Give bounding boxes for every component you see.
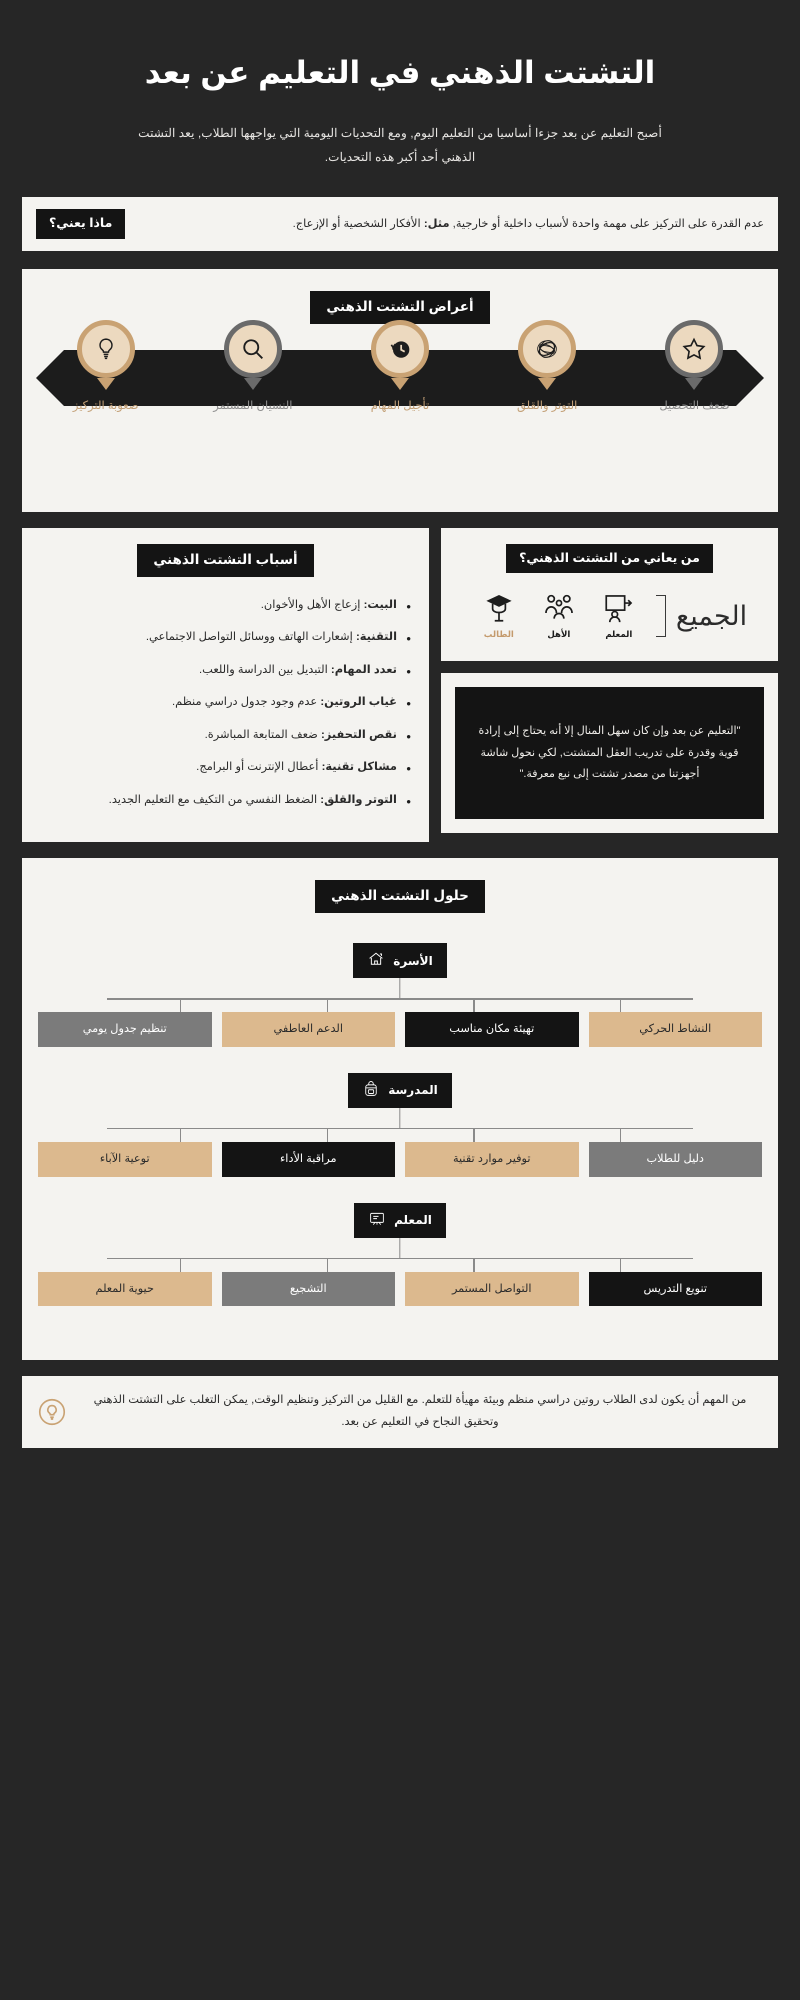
tree-drop <box>620 1128 621 1142</box>
cause-detail: التبديل بين الدراسة واللعب. <box>199 663 331 676</box>
scribble-icon <box>518 320 576 378</box>
solution-leaf[interactable]: دليل للطلاب <box>589 1142 763 1177</box>
who-title-wrap <box>455 544 764 574</box>
cause-item <box>38 660 413 693</box>
search-icon <box>224 320 282 378</box>
tree-hbar <box>107 1128 693 1129</box>
tree-drop <box>180 998 181 1012</box>
cause-item <box>38 692 413 725</box>
mid-right-column <box>441 528 778 843</box>
meaning-strip <box>22 197 778 251</box>
solution-leaf[interactable]: التواصل المستمر <box>405 1272 579 1307</box>
tree-drop <box>327 1128 328 1142</box>
mid-section <box>22 528 778 843</box>
solution-leaf[interactable]: النشاط الحركي <box>589 1012 763 1047</box>
chalkboard-icon <box>368 1210 386 1231</box>
solution-leaf[interactable]: توعية الآباء <box>38 1142 212 1177</box>
solution-node-label: المعلم <box>394 1213 432 1228</box>
tree-hbar <box>107 998 693 999</box>
tree-drop <box>327 1258 328 1272</box>
symptom-pointer <box>244 378 262 390</box>
symptoms-list <box>32 320 768 415</box>
solution-leaf[interactable]: مراقبة الأداء <box>222 1142 396 1177</box>
tree-hbar <box>107 1258 693 1259</box>
causes-title-wrap <box>38 544 413 577</box>
solution-leaf[interactable]: الدعم العاطفي <box>222 1012 396 1047</box>
tree-drop <box>473 998 474 1012</box>
solution-leaf[interactable]: توفير موارد تقنية <box>405 1142 579 1177</box>
tree-drop <box>620 1258 621 1272</box>
solution-node-row <box>38 943 762 978</box>
who-person <box>532 591 586 641</box>
cause-detail: أعطال الإنترنت أو البرامج. <box>196 761 322 774</box>
symptoms-title: أعراض التشتت الذهني <box>310 291 489 324</box>
who-people-group <box>472 591 646 641</box>
cause-label: مشاكل تقنية: <box>321 761 397 774</box>
cause-item <box>38 790 413 823</box>
backpack-icon <box>362 1080 380 1101</box>
meaning-text-2: الأفكار الشخصية أو الإزعاج. <box>292 217 424 230</box>
tree-drop <box>473 1128 474 1142</box>
solution-node-label: الأسرة <box>393 953 433 968</box>
solutions-title: حلول التشتت الذهني <box>315 880 485 913</box>
symptom-item <box>207 320 299 415</box>
symptom-pointer <box>538 378 556 390</box>
solution-leaf[interactable]: التشجيع <box>222 1272 396 1307</box>
solution-node[interactable] <box>348 1073 452 1108</box>
cause-label: نقص التحفيز: <box>321 728 397 741</box>
quote-text: "التعليم عن بعد وإن كان سهل المنال إلا أنه يحتاج إلى إرادة قوية وقدرة على تدريب العقل المتشتت, لكي نحول شاشة أجهزتنا من مصدر تشتت إلى نبع معرفة." <box>455 687 764 819</box>
tree-connector <box>38 1238 762 1272</box>
solution-leaf[interactable]: حيوية المعلم <box>38 1272 212 1307</box>
footer <box>22 1376 778 1447</box>
tree-drop <box>180 1128 181 1142</box>
symptom-pointer <box>97 378 115 390</box>
who-title: من يعاني من التشتت الذهني؟ <box>506 544 713 574</box>
who-person-label: الأهل <box>547 629 571 640</box>
who-suffers-card <box>441 528 778 662</box>
cause-detail: ضعف المتابعة المباشرة. <box>204 728 322 741</box>
cause-label: غياب الروتين: <box>320 696 397 709</box>
tree-drop <box>620 998 621 1012</box>
symptoms-section <box>22 269 778 512</box>
who-person <box>592 591 646 641</box>
quote-card <box>441 673 778 833</box>
tree-drop <box>327 998 328 1012</box>
symptom-label: ضعف التحصيل <box>659 399 730 412</box>
footer-text: من المهم أن يكون لدى الطلاب روتين دراسي منظم وبيئة مهيأة للتعلم. مع القليل من التركيز وتنظيم الوقت, يمكن التغلب على التشتت الذهني وتحقيق النجاح في التعليم عن بعد. <box>93 1394 747 1428</box>
symptom-item <box>60 320 152 415</box>
who-brace <box>656 595 666 637</box>
lightbulb-icon <box>77 320 135 378</box>
meaning-bold: مثل: <box>423 217 450 230</box>
solutions-title-wrap <box>38 880 762 913</box>
solution-node[interactable] <box>353 943 446 978</box>
cause-detail: إشعارات الهاتف ووسائل التواصل الاجتماعي. <box>145 631 356 644</box>
solution-leaf-row <box>38 1272 762 1307</box>
causes-card <box>22 528 429 843</box>
tree-stem <box>399 978 400 998</box>
symptom-label: تأجيل المهام <box>370 399 430 412</box>
cause-detail: عدم وجود جدول دراسي منظم. <box>171 696 321 709</box>
cause-item <box>38 627 413 660</box>
meaning-text <box>139 214 764 235</box>
cause-item <box>38 595 413 628</box>
symptom-label: النسيان المستمر <box>213 399 293 412</box>
solution-leaf-row <box>38 1012 762 1047</box>
cause-item <box>38 757 413 790</box>
symptom-pointer <box>391 378 409 390</box>
solution-node-label: المدرسة <box>388 1083 438 1098</box>
symptom-label: صعوبة التركيز <box>72 399 139 412</box>
cause-detail: إزعاج الأهل والأخوان. <box>260 598 364 611</box>
meaning-badge: ماذا يعني؟ <box>36 209 125 239</box>
meaning-text-1: عدم القدرة على التركيز على مهمة واحدة لأسباب داخلية أو خارجية, <box>449 217 764 230</box>
tree-stem <box>399 1238 400 1258</box>
solutions-tree <box>38 943 762 1306</box>
symptom-item <box>501 320 593 415</box>
cause-label: التوتر والقلق: <box>320 793 397 806</box>
solution-leaf[interactable]: تنظيم جدول يومي <box>38 1012 212 1047</box>
cause-label: تعدد المهام: <box>330 663 397 676</box>
cause-label: التقنية: <box>355 631 397 644</box>
cause-label: البيت: <box>363 598 397 611</box>
header-intro: أصبح التعليم عن بعد جزءا أساسيا من التعليم اليوم, ومع التحديات اليومية التي يواجهها الطلاب, يعد التشتت الذهني أحد أكبر هذه التحديات. <box>138 125 662 164</box>
who-person-label: المعلم <box>605 629 633 640</box>
tree-drop <box>180 1258 181 1272</box>
solution-group <box>38 943 762 1047</box>
symptom-item <box>354 320 446 415</box>
tree-stem <box>399 1108 400 1128</box>
solution-leaf-row <box>38 1142 762 1177</box>
tree-connector <box>38 978 762 1012</box>
who-body <box>455 587 764 643</box>
solution-node[interactable] <box>354 1203 446 1238</box>
solution-node-row <box>38 1073 762 1108</box>
symptoms-ribbon-wrap <box>22 350 778 412</box>
symptom-label: التوتر والقلق <box>517 399 578 412</box>
tree-connector <box>38 1108 762 1142</box>
mid-left-column <box>22 528 429 843</box>
star-icon <box>665 320 723 378</box>
who-person-label: الطالب <box>483 629 514 640</box>
clock-rotate-icon <box>371 320 429 378</box>
who-big-label: الجميع <box>675 600 748 631</box>
cause-detail: الضغط النفسي من التكيف مع التعليم الجديد. <box>108 793 321 806</box>
solution-node-row <box>38 1203 762 1238</box>
page-title: التشتت الذهني في التعليم عن بعد <box>144 55 656 90</box>
who-person <box>472 591 526 641</box>
home-icon <box>367 950 385 971</box>
lightbulb-icon <box>38 1398 66 1426</box>
tree-drop <box>473 1258 474 1272</box>
solution-leaf[interactable]: تنويع التدريس <box>589 1272 763 1307</box>
header <box>0 0 800 187</box>
solution-group <box>38 1073 762 1177</box>
solution-group <box>38 1203 762 1307</box>
symptom-item <box>648 320 740 415</box>
symptom-pointer <box>685 378 703 390</box>
causes-list <box>38 595 413 823</box>
cause-item <box>38 725 413 758</box>
solutions-section <box>22 858 778 1360</box>
causes-title: أسباب التشتت الذهني <box>137 544 313 577</box>
solution-leaf[interactable]: تهيئة مكان مناسب <box>405 1012 579 1047</box>
